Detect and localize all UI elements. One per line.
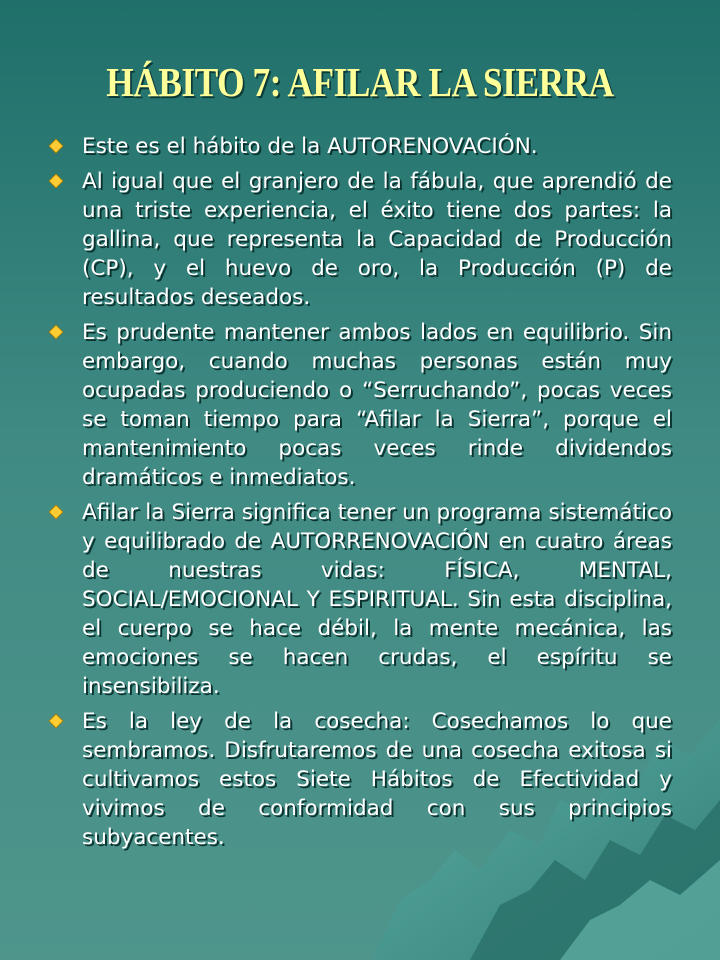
bullet-text: Este es el hábito de la AUTORENOVACIÓN. xyxy=(82,134,538,159)
diamond-bullet-icon xyxy=(48,138,64,154)
diamond-bullet-icon xyxy=(48,324,64,340)
bullet-item xyxy=(44,707,672,852)
bullet-list xyxy=(44,132,672,858)
bullet-text: Es la ley de la cosecha: Cosechamos lo que sembramos. Disfrutaremos de una cosecha exitosa si cultivamos estos Siete Hábitos de Efectividad y vivimos de conformidad con sus principios subyacentes. xyxy=(82,709,672,850)
diamond-bullet-icon xyxy=(48,173,64,189)
bullet-item xyxy=(44,318,672,492)
diamond-bullet-icon xyxy=(48,504,64,520)
bullet-text: Al igual que el granjero de la fábula, que aprendió de una triste experiencia, el éxito tiene dos partes: la gallina, que representa la Capacidad de Producción (CP), y el huevo de oro, la Producción (P) de resultados deseados. xyxy=(82,169,672,310)
bullet-text: Es prudente mantener ambos lados en equilibrio. Sin embargo, cuando muchas personas están muy ocupadas produciendo o “Serruchando”, pocas veces se toman tiempo para “Afilar la Sierra”, porque el mantenimiento pocas veces rinde dividendos dramáticos e inmediatos. xyxy=(82,320,672,490)
bullet-item xyxy=(44,132,672,161)
bullet-text: Afilar la Sierra significa tener un programa sistemático y equilibrado de AUTORRENOVACIÓN en cuatro áreas de nuestras vidas: FÍSICA, MENTAL, SOCIAL/EMOCIONAL Y ESPIRITUAL. Sin esta disciplina, el cuerpo se hace débil, la mente mecánica, las emociones se hacen crudas, el espíritu se insensibiliza. xyxy=(82,500,672,699)
bullet-item xyxy=(44,498,672,701)
diamond-bullet-icon xyxy=(48,713,64,729)
bullet-item xyxy=(44,167,672,312)
slide-title: HÁBITO 7: AFILAR LA SIERRA xyxy=(106,59,614,105)
